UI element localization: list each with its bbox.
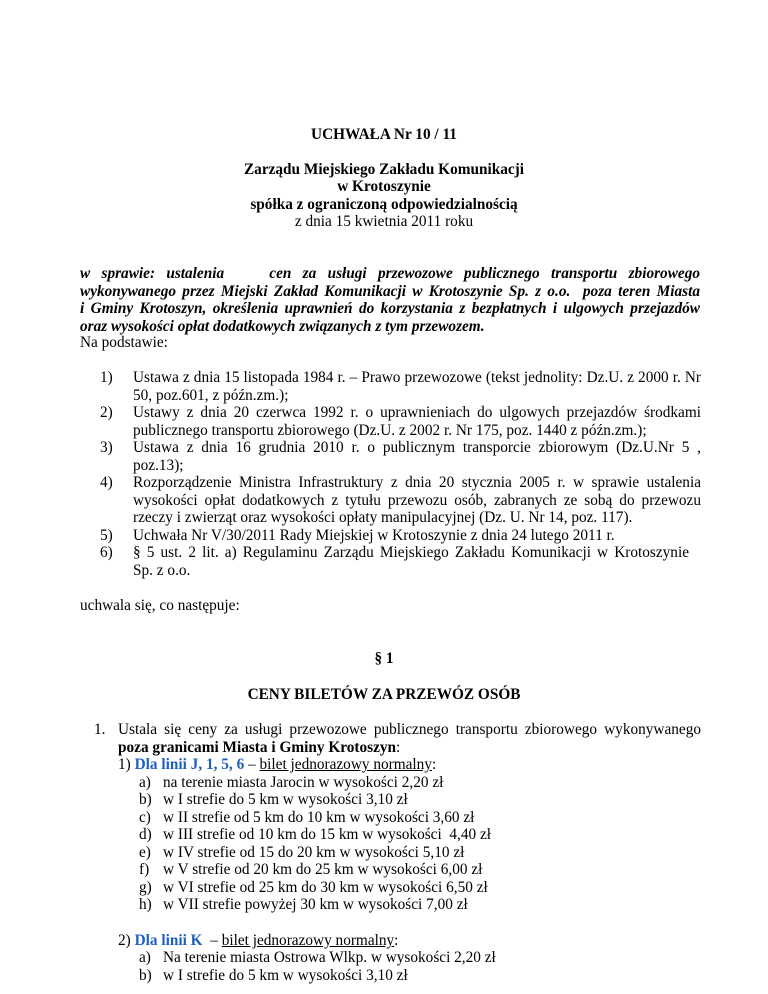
section-mark: § 1 [374,650,394,667]
line-label: Dla linii K [134,932,203,949]
line-group-heading [118,756,436,774]
colon: : [394,932,399,949]
group-number: 2) [118,932,131,949]
list-item-line: wysokości opłat dodatkowych z tytułu przewozu osób, zabranych ze sobą do przewozu [133,491,701,509]
fare-item: na terenie miasta Jarocin w wysokości 2,20 zł [163,774,444,791]
list-letter: e) [139,844,151,861]
group-number: 1) [118,756,131,773]
ticket-type: bilet jednorazowy normalny [221,932,395,949]
section-heading: CENY BILETÓW ZA PRZEWÓZ OSÓB [247,686,521,703]
list-number: 2) [100,404,113,421]
dash: – [244,756,260,773]
basis-intro: Na podstawie: [80,334,168,351]
list-item [133,439,701,474]
fare-item: w III strefie od 10 km do 15 km w wysokości 4,40 zł [163,826,491,843]
fare-item: w I strefie do 5 km w wysokości 3,10 zł [163,791,408,808]
list-number: 5) [100,527,113,544]
resolves-statement: uchwala się, co następuje: [80,597,240,614]
list-letter: a) [139,774,151,791]
resolution-date: z dnia 15 kwietnia 2011 roku [294,213,474,230]
list-item-line: Ustawy z dnia 20 czerwca 1992 r. o uprawnieniach do ulgowych przejazdów środkami [133,404,701,421]
issuer-line-1: Zarządu Miejskiego Zakładu Komunikacji [243,161,525,178]
list-number: 1) [100,369,113,386]
list-number: 3) [100,439,113,456]
list-letter: a) [139,949,151,966]
list-letter: b) [139,967,152,984]
list-letter: h) [139,896,152,913]
list-item-line: 50, poz.601, z późn.zm.); [133,386,289,404]
list-number: 6) [100,544,113,561]
subject-line: oraz wysokości opłat dodatkowych związanych z tym przewozem. [80,317,485,335]
subject-line: w sprawie: ustalenia cen za usługi przewozowe publicznego transportu zbiorowego [80,265,700,282]
fare-item: w VI strefie od 25 km do 30 km w wysokości 6,50 zł [163,879,488,896]
clause-line: Ustala się ceny za usługi przewozowe publicznego transportu zbiorowego wykonywanego [118,721,701,738]
fare-item: w V strefie od 20 km do 25 km w wysokości 6,00 zł [163,861,483,878]
list-item-line: Ustawa z dnia 16 grudnia 2010 r. o publicznym transporcie zbiorowym (Dz.U.Nr 5 , [133,439,701,456]
clause-colon: : [396,738,401,756]
subject-paragraph [80,265,700,335]
list-item-line: § 5 ust. 2 lit. a) Regulaminu Zarządu Miejskiego Zakładu Komunikacji w Krotoszynie [133,544,689,561]
list-item [133,544,689,579]
issuer-line-2: w Krotoszynie [337,178,431,195]
list-letter: d) [139,826,152,843]
list-item-line: Ustawa z dnia 15 listopada 1984 r. – Prawo przewozowe (tekst jednolity: Dz.U. z 2000 r. Nr [133,369,701,386]
colon: : [431,756,437,773]
ticket-type: bilet jednorazowy normalny [259,756,432,773]
fare-item: Na terenie miasta Ostrowa Wlkp. w wysokości 2,20 zł [163,949,496,966]
list-letter: c) [139,809,151,826]
subject-line: wykonywanego przez Miejski Zakład Komunikacji w Krotoszynie Sp. z o.o. poza teren Miasta [80,282,700,300]
dash: – [202,932,222,949]
list-item-line: rzeczy i zwierząt oraz wysokości opłaty manipulacyjnej (Dz. U. Nr 14, poz. 117). [133,509,633,527]
line-group-heading [118,932,398,950]
fare-item: w II strefie od 5 km do 10 km w wysokości 3,60 zł [163,809,475,826]
issuer-line-3: spółka z ograniczoną odpowiedzialnością [250,196,518,213]
resolution-title: UCHWAŁA Nr 10 / 11 [311,126,457,143]
line-label: Dla linii J, 1, 5, 6 [134,756,245,773]
fare-item: w VII strefie powyżej 30 km w wysokości 7,00 zł [163,896,468,913]
list-item-line: Sp. z o.o. [133,561,191,579]
list-letter: b) [139,791,152,808]
fare-item: w I strefie do 5 km w wysokości 3,10 zł [163,967,408,984]
subject-line: i Gminy Krotoszyn, określenia uprawnień do korzystania z bezpłatnych i ulgowych przejazdów [80,300,700,318]
list-number: 4) [100,474,113,491]
list-item [133,474,701,527]
list-letter: f) [139,861,150,878]
list-item [133,404,701,439]
list-item-line: Uchwała Nr V/30/2011 Rady Miejskiej w Krotoszynie z dnia 24 lutego 2011 r. [133,527,615,544]
list-item [133,369,701,404]
clause-intro [118,721,701,756]
fare-item: w IV strefie od 15 do 20 km w wysokości 5,10 zł [163,844,465,861]
clause-area: poza granicami Miasta i Gminy Krotoszyn [118,738,397,756]
list-letter: g) [139,879,152,896]
list-item-line: Rozporządzenie Ministra Infrastruktury z dnia 20 stycznia 2005 r. w sprawie ustalenia [133,474,701,491]
list-item-line: publicznego transportu zbiorowego (Dz.U. z 2002 r. Nr 175, poz. 1440 z późn.zm.); [133,421,647,439]
list-item-line: poz.13); [133,456,184,474]
list-item [133,527,701,545]
clause-number: 1. [94,721,106,738]
